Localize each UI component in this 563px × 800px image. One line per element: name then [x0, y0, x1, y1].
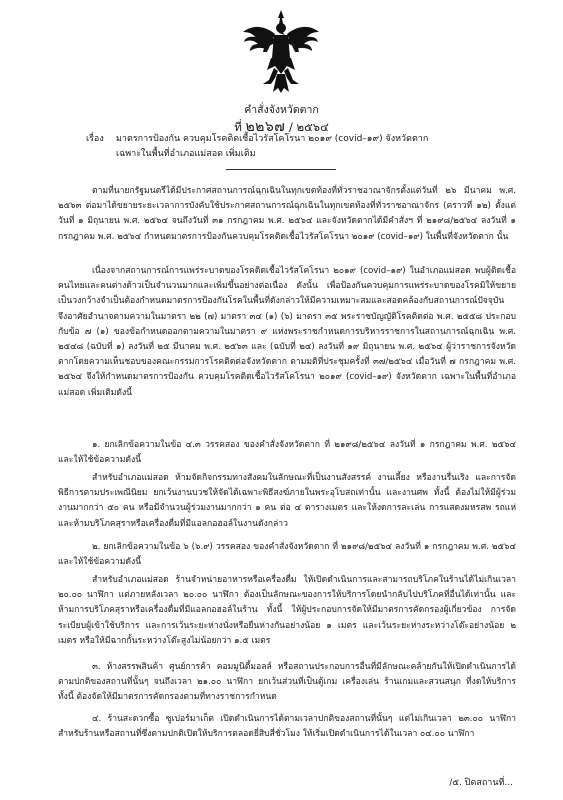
paragraph-reason — [58, 264, 516, 401]
paragraph-text: ๓. ห้างสรรพสินค้า ศูนย์การค้า คอมมูนิตี้มอลล์ หรือสถานประกอบการอื่นที่มีลักษณะคล้ายกันให้เปิดดำเนินการได้ตามปกติของสถานที่นั้นๆ จนถึงเวลา ๒๑.๐๐ นาฬิกา ยกเว้นส่วนที่เป็นตู้เกม เครื่องเล่น ร้านเกมและสวนสนุก ที่งดให้บริการ ทั้งนี้ ต้องจัดให้มีมาตรการคัดกรองตามที่ทางราชการกำหนด — [58, 662, 516, 703]
paragraph-text: ๑. ยกเลิกข้อความในข้อ ๔.๓ วรรคสอง ของคำสั่งจังหวัดตาก ที่ ๒๑๙๘/๒๕๖๔ ลงวันที่ ๑ กรกฎาคม พ.ศ. ๒๕๖๔ และให้ใช้ข้อความดังนี้ — [58, 440, 516, 466]
paragraph-text: ตามที่นายกรัฐมนตรีได้มีประกาศสถานการณ์ฉุกเฉินในทุกเขตท้องที่ทั่วราชอาณาจักรตั้งแต่วันที่ ๒๖ มีนาคม พ.ศ. ๒๕๖๓ ต่อมาได้ขยายระยะเวลาการบังคับใช้ประกาศสถานการณ์ฉุกเฉินในทุกเขตท้องที่ทั่วราชอาณาจักร (คราวที่ ๑๒) ตั้งแต่วันที่ ๑ มิถุนายน พ.ศ. ๒๕๖๔ จนถึงวันที่ ๓๑ กรกฎาคม พ.ศ. ๒๕๖๔ และจังหวัดตากได้มีคำสั่งฯ ที่ ๒๑๙๘/๒๕๖๔ ลงวันที่ ๑ กรกฎาคม พ.ศ. ๒๕๖๔ กำหนดมาตรการป้องกันควบคุมโรคติดเชื้อไวรัสโคโรนา ๒๐๑๙ (covid–๑๙) ในพื้นที่จังหวัดตาก นั้น — [58, 186, 516, 242]
subject-line-2: เฉพาะในพื้นที่อำเภอแม่สอด เพิ่มเติม — [116, 149, 256, 159]
subject-label: เรื่อง — [86, 134, 104, 144]
subject-line-1: มาตรการป้องกัน ควบคุมโรคติดเชื้อไวรัสโคโรนา ๒๐๑๙ (covid–๑๙) จังหวัดตาก — [116, 134, 429, 144]
continuation-marker: /๕. ปิดสถานที่... — [449, 778, 513, 788]
paragraph-text: สำหรับอำเภอแม่สอด ร้านจำหน่ายอาหารหรือเครื่องดื่ม ให้เปิดดำเนินการและสามารถบริโภคในร้านได้ไม่เกินเวลา ๒๐.๐๐ นาฬิกา แต่ภายหลังเวลา ๒๐.๐๐ นาฬิกา ต้องเป็นลักษณะของการให้บริการโดยนำกลับไปบริโภคที่อื่นได้เท่านั้น และห้ามการบริโภคสุราหรือเครื่องดื่มที่มีแอลกอฮอล์ในร้าน ทั้งนี้ ให้ผู้ประกอบการจัดให้มีมาตรการคัดกรองผู้เกี่ยวข้อง การจัดระเบียบผู้เข้าใช้บริการ และการเว้นระยะห่างนั่งหรือยืนห่างกันอย่างน้อย ๑ เมตร และเว้นระยะห่างระหว่างโต๊ะอย่างน้อย ๒ เมตร หรือให้มีฉากกั้นระหว่างโต๊ะสูงไม่น้อยกว่า ๑.๕ เมตร — [58, 575, 516, 646]
title-divider — [226, 169, 336, 170]
clause-1-body — [58, 471, 516, 532]
paragraph-text: ๔. ร้านสะดวกซื้อ ซูเปอร์มาเก็ต เปิดดำเนินการได้ตามเวลาปกติของสถานที่นั้นๆ แต่ไม่เกินเวลา ๒๓.๐๐ นาฬิกา สำหรับร้านหรือสถานที่ซึ่งตามปกติเปิดให้บริการตลอดยี่สิบสี่ชั่วโมง ให้เริ่มเปิดดำเนินการได้ในเวลา ๐๔.๐๐ นาฬิกา — [58, 714, 516, 740]
paragraph-text: สำหรับอำเภอแม่สอด ห้ามจัดกิจกรรมทางสังคมในลักษณะที่เป็นงานสังสรรค์ งานเลี้ยง หรืองานรื่นเริง และการจัดพิธีการตามประเพณีนิยม ยกเว้นงานบวชให้จัดได้เฉพาะพิธีสงฆ์ภายในพระอุโบสถเท่านั้น และงานศพ ทั้งนี้ ต้องไม่ให้มีผู้ร่วมงานมากกว่า ๕๐ คน หรือมีจำนวนผู้ร่วมงานมากกว่า ๑ คน ต่อ ๔ ตารางเมตร และให้งดการละเล่น การแสดงมหรสพ รถแห่ และห้ามบริโภคสุราหรือเครื่องดื่มที่มีแอลกอฮอล์ในงานดังกล่าว — [58, 473, 516, 529]
order-number-year: / ๒๕๖๔ — [288, 120, 329, 134]
clause-2-body — [58, 573, 516, 649]
clause-1-heading — [58, 438, 516, 468]
issuer-title: คำสั่งจังหวัดตาก — [244, 104, 319, 116]
order-number-value: ๒๒๖๗ — [245, 119, 286, 135]
paragraph-text: ๒. ยกเลิกข้อความในข้อ ๖ (๖.๙) วรรคสอง ของคำสั่งจังหวัดตาก ที่ ๒๑๙๘/๒๕๖๔ ลงวันที่ ๑ กรกฎาคม พ.ศ. ๒๕๖๔ และให้ใช้ข้อความดังนี้ — [58, 542, 516, 568]
clause-4 — [58, 712, 516, 742]
garuda-emblem-icon — [241, 8, 321, 94]
subject-block — [86, 132, 506, 162]
clause-2-heading — [58, 540, 516, 570]
paragraph-text: เนื่องจากสถานการณ์การแพร่ระบาดของโรคติดเชื้อไวรัสโคโรนา ๒๐๑๙ (covid–๑๙) ในอำเภอแม่สอด พบผู้ติดเชื้อคนไทยและคนต่างด้าวเป็นจำนวนมากและเพิ่มขึ้นอย่างต่อเนื่อง ดังนั้น เพื่อป้องกันควบคุมการแพร่ระบาดของโรคมิให้ขยายเป็นวงกว้างจำเป็นต้องกำหนดมาตรการป้องกันโรคในพื้นที่ดังกล่าวให้มีความเหมาะสมและสอดคล้องกับสถานการณ์ปัจจุบัน จึงอาศัยอำนาจตามความในมาตรา ๒๒ (๗) มาตรา ๓๔ (๑) (๖) มาตรา ๓๕ พระราชบัญญัติโรคติดต่อ พ.ศ. ๒๕๕๘ ประกอบกับข้อ ๗ (๑) ของข้อกำหนดออกตามความในมาตรา ๙ แห่งพระราชกำหนดการบริหารราชการในสถานการณ์ฉุกเฉิน พ.ศ. ๒๕๔๘ (ฉบับที่ ๑) ลงวันที่ ๒๕ มีนาคม พ.ศ. ๒๕๖๓ และ (ฉบับที่ ๒๔) ลงวันที่ ๑๙ มิถุนายน พ.ศ. ๒๕๖๔ ผู้ว่าราชการจังหวัดตากโดยความเห็นชอบของคณะกรรมการโรคติดต่อจังหวัดตาก ตามมติที่ประชุมครั้งที่ ๓๗/๒๕๖๔ เมื่อวันที่ ๗ กรกฎาคม พ.ศ. ๒๕๖๔ จึงให้กำหนดมาตรการป้องกัน ควบคุมโรคติดเชื้อไวรัสโคโรนา ๒๐๑๙ (covid–๑๙) จังหวัดตาก เฉพาะในพื้นที่อำเภอแม่สอด เพิ่มเติมดังนี้ — [58, 266, 516, 398]
paragraph-background — [58, 184, 516, 245]
clause-3 — [58, 660, 516, 706]
order-number-prefix: ที่ — [234, 120, 242, 134]
